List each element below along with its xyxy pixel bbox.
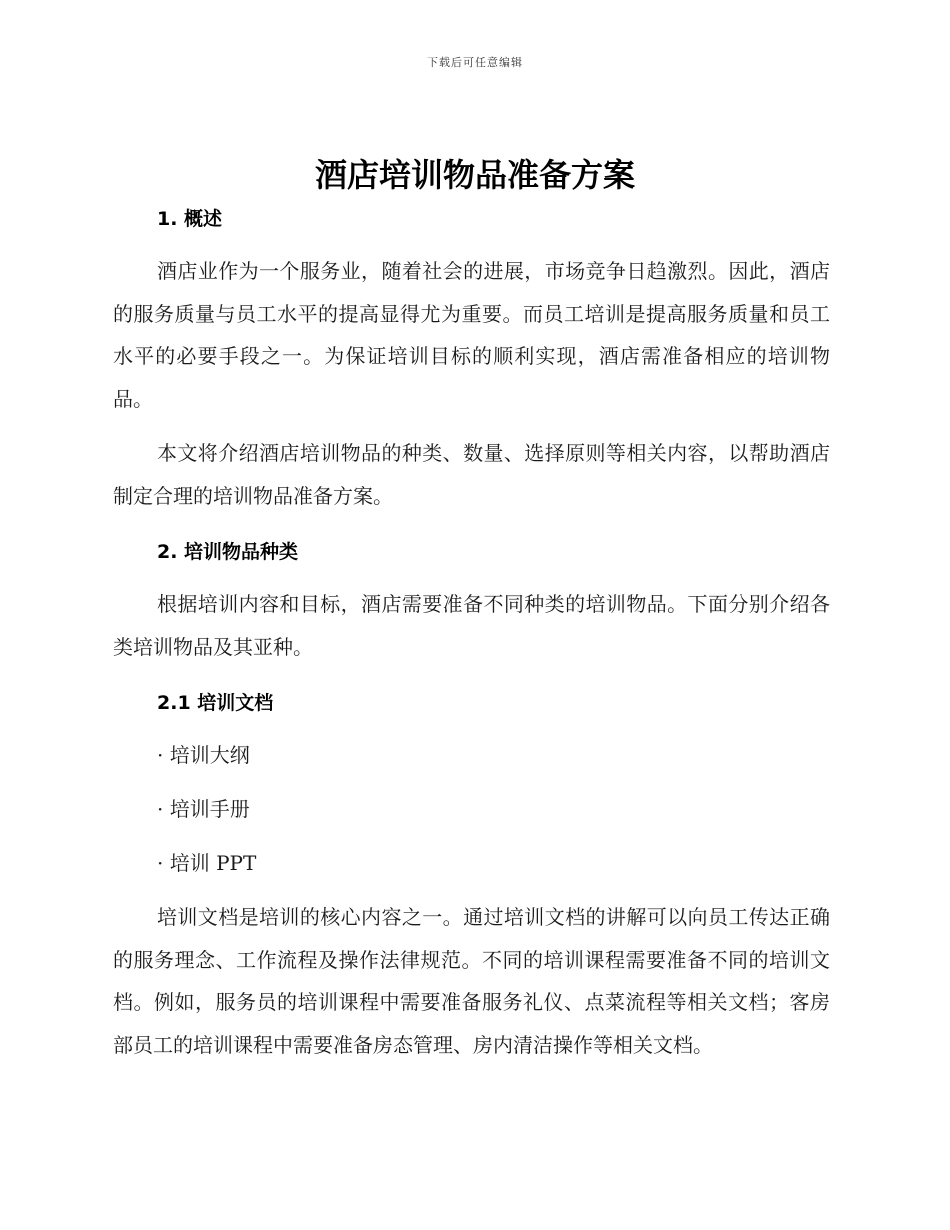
spacer	[113, 517, 830, 533]
paragraph: 酒店业作为一个服务业，随着社会的进展，市场竞争日趋激烈。因此，酒店的服务质量与员工水平的提高显得尤为重要。而员工培训是提高服务质量和员工水平的必要手段之一。为保证培训目标的顺利实现，酒店需准备相应的培训物品。	[113, 259, 830, 411]
section-heading-documents: 2.1 培训文档	[157, 692, 274, 714]
spacer	[113, 420, 830, 432]
list-item: · 培训 PPT	[157, 851, 257, 875]
spacer	[113, 884, 830, 896]
spacer	[113, 668, 830, 684]
paragraph: 培训文档是培训的核心内容之一。通过培训文档的讲解可以向员工传达正确的服务理念、工作流程及操作法律规范。不同的培训课程需要准备不同的培训文档。例如，服务员的培训课程中需要准备服务礼仪、点菜流程等相关文档；客房部员工的培训课程中需要准备房态管理、房内清洁操作等相关文档。	[113, 905, 830, 1057]
document-body	[113, 200, 830, 1066]
list-item: · 培训手册	[157, 797, 250, 821]
document-title: 酒店培训物品准备方案	[314, 156, 635, 194]
spacer	[113, 776, 830, 788]
section-heading-overview: 1. 概述	[157, 208, 223, 230]
paragraph: 本文将介绍酒店培训物品的种类、数量、选择原则等相关内容，以帮助酒店制定合理的培训物品准备方案。	[113, 441, 830, 508]
spacer	[113, 571, 830, 583]
header-note: 下载后可任意编辑	[427, 56, 523, 69]
section-heading-types: 2. 培训物品种类	[157, 541, 299, 563]
spacer	[113, 238, 830, 250]
spacer	[113, 830, 830, 842]
list-item: · 培训大纲	[157, 743, 250, 767]
paragraph: 根据培训内容和目标，酒店需要准备不同种类的培训物品。下面分别介绍各类培训物品及其亚种。	[113, 592, 830, 659]
spacer	[113, 722, 830, 734]
